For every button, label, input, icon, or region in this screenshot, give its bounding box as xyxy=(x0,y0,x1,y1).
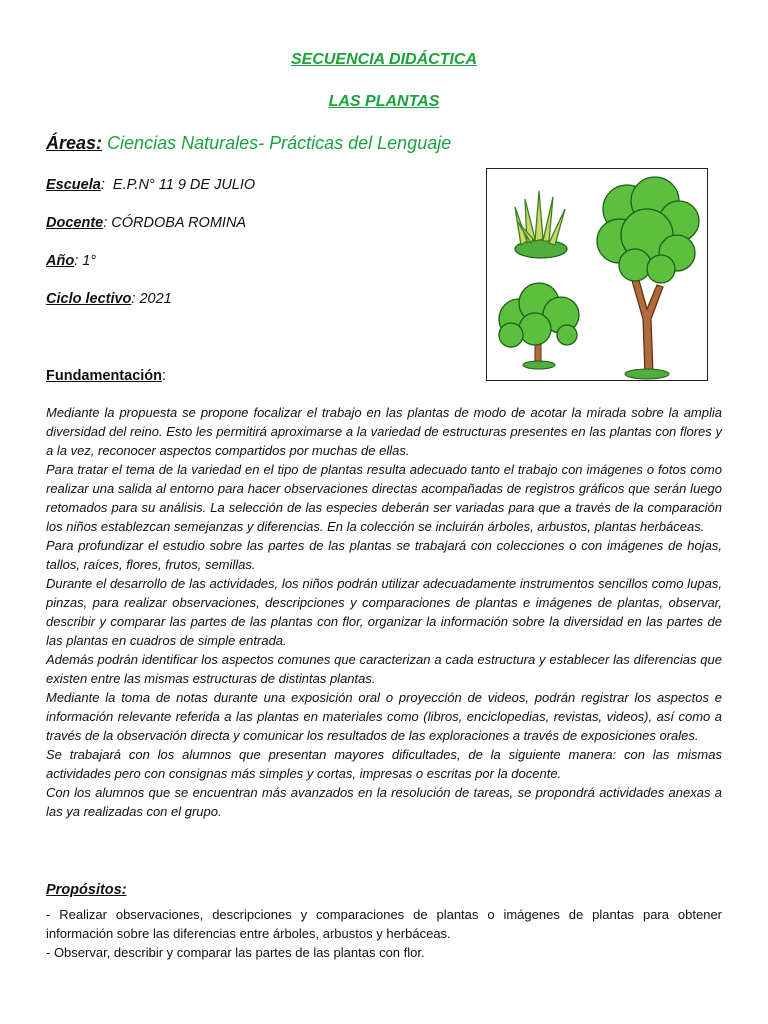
info-label: Año xyxy=(46,253,75,269)
info-value: 1° xyxy=(78,253,97,269)
info-label: Docente xyxy=(46,215,104,231)
list-item: - Realizar observaciones, descripciones y comparaciones de plantas o imágenes de plantas para obtener información sobre las diferencias entre árboles, arbustos y herbáceas. xyxy=(46,907,722,941)
info-sep: : xyxy=(103,215,108,231)
paragraph: Durante el desarrollo de las actividades, los niños podrán utilizar adecuadamente instrumentos sencillos como lupas, pinzas, para realizar observaciones, descripciones y comparaciones de plantas e imágenes de plantas, observar, describir y comparar las partes de las plantas con flor, organizar la información sobre la diversidad en las partes de las plantas en cuadros de simple entrada. xyxy=(46,576,722,648)
info-value: 2021 xyxy=(135,291,172,307)
propositos-body xyxy=(46,905,722,962)
document-title: SECUENCIA DIDÁCTICA xyxy=(290,51,478,68)
info-sep: : xyxy=(74,253,79,269)
propositos-heading: Propósitos: xyxy=(46,882,127,898)
document-subtitle: LAS PLANTAS xyxy=(328,93,440,110)
paragraph: Con los alumnos que se encuentran más avanzados en la resolución de tareas, se propondrá actividades anexas a las ya realizadas con el grupo. xyxy=(46,785,722,819)
paragraph: Para tratar el tema de la variedad en el tipo de plantas resulta adecuado tanto el trabajo con imágenes o fotos como realizar una salida al entorno para hacer observaciones directas acompañadas de registros gráficos que serán luego retomados para su análisis. La selección de las especies deberán ser variadas para que a través de la comparación los niños establezcan semejanzas y diferencias. En la colección se incluirán árboles, arbustos, plantas herbáceas. xyxy=(46,462,722,534)
paragraph: Para profundizar el estudio sobre las partes de las plantas se trabajará con colecciones o con imágenes de hojas, tallos, raíces, flores, frutos, semillas. xyxy=(46,538,722,572)
paragraph: Además podrán identificar los aspectos comunes que caracterizan a cada estructura y establecer las diferencias que existen entre las mismas estructuras de distintas plantas. xyxy=(46,652,722,686)
info-ciclo-lectivo xyxy=(46,291,172,307)
info-label: Ciclo lectivo xyxy=(46,291,132,307)
info-docente xyxy=(46,215,246,231)
info-escuela xyxy=(46,177,255,193)
areas-line xyxy=(46,133,451,154)
heading-suffix: : xyxy=(162,368,167,384)
plants-illustration-icon xyxy=(486,168,708,381)
info-value: E.P.N° 11 9 DE JULIO xyxy=(104,177,256,193)
info-value: CÓRDOBA ROMINA xyxy=(107,215,247,231)
paragraph: Mediante la toma de notas durante una exposición oral o proyección de videos, podrán registrar los aspectos e información relevante referida a las plantas en materiales como (libros, enciclopedias, revistas, videos), así como a través de la observación directa y comunicar los resultados de las exploraciones a través de exposiciones orales. xyxy=(46,690,722,743)
heading-text: Fundamentación xyxy=(46,368,163,384)
areas-label: Áreas: xyxy=(46,133,103,153)
fundamentacion-heading xyxy=(46,368,166,384)
paragraph: Mediante la propuesta se propone focalizar el trabajo en las plantas de modo de acotar la mirada sobre la amplia diversidad del reino. Esto les permitirá aproximarse a la variedad de estructuras presentes en las plantas con flores y a la vez, reconocer aspectos compartidos por muchas de ellas. xyxy=(46,405,722,458)
paragraph: Se trabajará con los alumnos que presentan mayores dificultades, de la siguiente manera: con las mismas actividades pero con consignas más simples y cortas, impresas o escritas por la docente. xyxy=(46,747,722,781)
info-sep: : xyxy=(131,291,136,307)
list-item: - Observar, describir y comparar las partes de las plantas con flor. xyxy=(46,945,425,960)
fundamentacion-body xyxy=(46,403,722,821)
areas-value: Ciencias Naturales- Prácticas del Lenguaje xyxy=(107,133,452,153)
info-sep: : xyxy=(100,177,105,193)
info-label: Escuela xyxy=(46,177,101,193)
info-ano xyxy=(46,253,96,269)
